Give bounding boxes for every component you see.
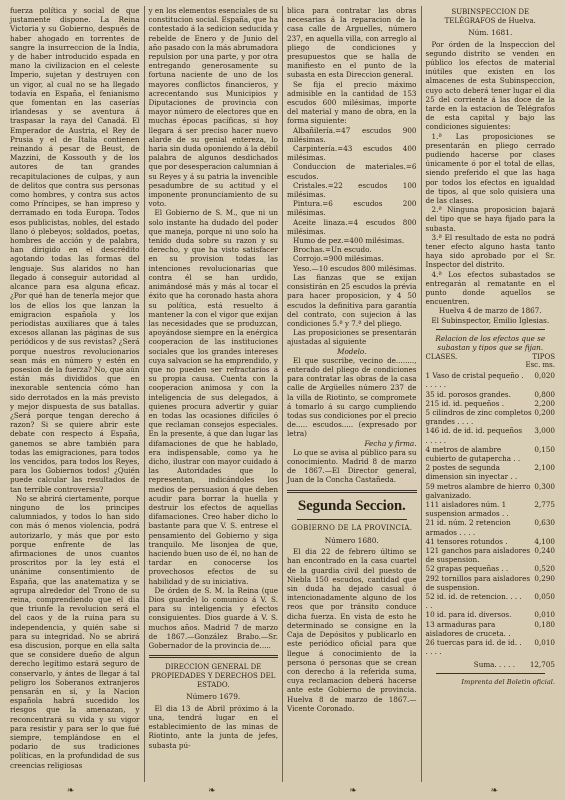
paragraph: blica para contratar las obras necesarias á la reparacion de la casa calle de Arguelles, número 237, en aquella villa, con arreglo al pliego de condiciones y presupuestos que se halla de manifiesto en el punto de la subasta en esta Direccion general.	[287, 6, 417, 80]
notice-number: Núm. 1681.	[468, 28, 513, 37]
column-1	[6, 6, 145, 782]
sign-date: Huelva 4 de marzo de 1867.	[438, 306, 542, 316]
divider	[436, 329, 546, 330]
row-description: 41 tensores rotundos .	[425, 536, 508, 546]
modelo-label: Modelo.	[337, 346, 367, 356]
table-row	[426, 445, 556, 463]
row-description: 292 tornillos para aisladores de suspension.	[425, 573, 531, 592]
row-description: 10 id. para id. diversos.	[425, 610, 512, 620]
row-description: 35 id. porosos grandes.	[425, 389, 511, 399]
ornament-icon: ❧	[66, 786, 75, 796]
tipos-label: TIPOS	[532, 353, 555, 362]
table-row	[426, 500, 556, 518]
paragraph: Las proposiciones se presentarán ajustadas al siguiente	[287, 328, 417, 347]
divider	[149, 655, 279, 658]
footer-ornaments	[0, 785, 565, 797]
list-item: Humo de pez.=400 milésimas.	[293, 236, 405, 246]
table-row	[426, 408, 556, 426]
divider	[436, 673, 546, 674]
row-description: 146 id. de id. id. pequeños . . . . .	[425, 426, 523, 445]
row-description: 52 grapas pequeñas . .	[425, 564, 509, 574]
row-price: 4,100	[534, 536, 555, 546]
row-price: 2,775	[534, 500, 555, 510]
row-price: 0,300	[534, 481, 555, 491]
paragraph: Por órden de la Inspeccion del segundo distrito se venden en público los efectos de material inútiles que existen en los almacenes de esta Subinspeccion, cuyo acto deberá tener lugar el dia 25 del corriente á las doce de la tarde en la estacion de Telégrafos de esta capital y bajo las condiciones siguientes:	[425, 39, 555, 132]
row-description: 4 metros de alambre cubierto de gutapercha . .	[425, 444, 521, 464]
row-price: 3,000	[534, 426, 555, 436]
row-price: 0,240	[534, 546, 555, 556]
esc-label: Esc. ms.	[525, 361, 555, 370]
subinspeccion-heading: SUBINSPECCION DE TELÉGRAFOS de Huelva.	[444, 8, 536, 25]
list-item: Yeso.—10 escudos 800 milésimas.	[293, 263, 417, 273]
column-3	[283, 6, 422, 782]
list-item: Brochas.=Un escudo.	[293, 245, 372, 255]
row-price: 2,200	[534, 398, 555, 408]
row-description: 1 Vaso de cristal pequeño . . . . . .	[425, 371, 524, 390]
list-item: Albañilería.=47 escudos 900 milésimas.	[287, 125, 417, 144]
column-2	[145, 6, 284, 782]
table-row	[426, 592, 556, 610]
table-row	[426, 371, 556, 389]
ornament-icon: ❧	[349, 786, 357, 796]
notice-heading: DIRECCION GENERAL DE PROPIEDADES Y DERECHOS DEL ESTADO.	[151, 663, 276, 690]
row-description: 21 id. núm. 2 retencion armados . . . .	[425, 518, 511, 537]
table-row	[426, 564, 556, 573]
paragraph: De órden de S. M. la Reina (que Dios guarde) lo comunico á V. S. para su inteligencia y efectos consiguientes. Dios guarde á V. S. muchos años. Madrid 7 de marzo de 1867.—González Brabo.—Sr. Gobernador de la provincia de.....	[148, 585, 278, 651]
row-description: 215 id. id. pequeños .	[425, 398, 504, 408]
imprint: Imprenta del Boletin oficial.	[461, 677, 555, 686]
table-row	[426, 610, 556, 619]
list-item: Pintura.=6 escudos 200 milésimas.	[287, 199, 417, 218]
table-row	[426, 537, 556, 546]
section-title: Segunda Seccion.	[297, 497, 406, 514]
table-row	[426, 518, 556, 536]
list-item: Corrojo.=900 milésimas.	[293, 254, 384, 264]
columns	[6, 6, 559, 782]
table-row	[426, 620, 556, 638]
row-description: 59 metros alambre de hierro galvanizado.	[425, 481, 531, 500]
tipos-header	[525, 353, 555, 369]
paragraph: Se fija el precio máximo admisible en la cantidad de 153 escudos 600 milésimas, importe del material y mano de obra, en la forma siguiente:	[287, 79, 417, 126]
paragraph: El dia 13 de Abril próximo á la una, tendrá lugar en el establecimiento de las minas de Riotinto, ante la junta de jefes, subasta pú-	[148, 703, 278, 750]
row-price: 0,290	[534, 573, 555, 583]
paragraph: El dia 22 de febrero último se han encontrado en la casa cuartel de la guardia civil del puesto de Niebla 150 escudos, cantidad que sin duda ha dejado casual ó intencionadamente alguno de los reos que por tránsito conduce dicha fuerza. En vista de esto he determinado se consigne en la Caja de Depósitos y publicarlo en este periódico oficial para que llegue á conocimiento de la persona ó personas que se crean con derecho á la referida suma, cuya reclamacion deberá hacerse ante este Gobierno de provincia. Huelva 8 de marzo de 1867.—Vicente Coronado.	[287, 547, 417, 713]
row-price: 0,010	[534, 638, 555, 648]
row-price: 0,180	[534, 619, 555, 629]
table-row	[426, 399, 556, 408]
list-item: Aceite linaza.=4 escudos 800 milésimas.	[287, 217, 417, 236]
relation-title: Relacion de los efectos que se subastan y tipos que se fijan.	[435, 333, 546, 352]
table-row	[426, 482, 556, 500]
divider	[297, 519, 407, 520]
paragraph: El que suscribe, vecino de........, enterado del pliego de condiciones para contratar las obras de la casa calle de Argüelles número 237 de la villa de Riotinto, se compromete á tomarlo á su cargo cumpliendo todas sus condiciones por el precio de..... escudos..... (expresado por letra)	[287, 355, 417, 439]
condition-item: 3.ª El resultado de esta no podrá tener efecto alguno hasta tanto haya sido aprobado por el Sr. Inspector del distrito.	[425, 232, 555, 270]
row-description: 52 id. id. de retencion. . . . . .	[425, 592, 522, 611]
signature-line: Fecha y firma.	[364, 438, 417, 448]
paragraph: El Gobierno de S. M., que ni un solo instante ha dudado del poder que maneja, porque ni uno solo ha tenido duda sobre su razon y su derecho, y que ha visto satisfacer en su provision todas las intenciones revolucionarias que contra él se han urdido, animándosé más y más al tocar el éxito que ha coronado hasta ahora su política, está resuelto á mantener la con el vigor que exijan las necesidades que se produzcan, apoyándose siempre en la enérgica cooperacion de las instituciones sociales que los grandes intereses cuya salvacion se ha emprendido, y que no pueden ser refractarios á su propia causa. Cuenta con la cooperacion animosa y con la inteligencia de sus delegados, á quienes procura advertir y guiar en todas las ocasiones difíciles ó que reclaman consejos especiales. En la presente, á que dan lugar las difamaciones de que he hablado, era indispensable, como ya he dicho, ilustrar con mayor cuidado á las Autoridades que lo representan, indicándoles los medios de persuasion á que deben acudir para borrar la huella y destruir los efectos de aquellas difamaciones. Creo haber dicho lo bastante para que V. S. entrese el pensamiento del Gobierno y siga tranquilo. Me lisonjea de que, haciendo buen uso de él, no han de tardar en conocerse los provechosos efectos de su habilidad y de su iniciativa.	[148, 208, 279, 586]
paragraph: y en los elementos esenciales de su constitucion social. España, que ha contestado á la sedicion seducida y rebelde de Enero y de Junio del año pasado con la más abrumadora repulsion por una parte, y por otra entregando generosamente su fortuna naciente de uno de los mayores conflictos financieros, y acrecentando sus Municipios y Diputaciones de provincia con mayor número de electores que en muchas épocas pacíficas, si hoy llegara á ser preciso hacer nuevo alarde de su genial entereza, lo haria sin duda oponiendo á la débil palabra de algunos desdichados que por desesperacion calumnian á su Reyes y á su patria la invencible pesadumbre de su actitud y el imponente pronunciamiento de su voto.	[148, 6, 279, 209]
table-row	[426, 390, 556, 399]
notice-number: Número 1680.	[324, 535, 379, 545]
paragraph: No se abrirá ciertamente, porque ninguno de los principes calumniados, y todos lo han sido con más ó menos violencia, podrá autorizarlo, y más que por esto porque enfrente de las afirmaciones de unos cuantos proscritos por la ley está el unánime consentimiento de España, que las anatematiza y se agrupa alrededor del Trono de su reina, comprendiendo que el dia que triunfe la revolucion será el del caos y de la ruina para su independencia, y quién sabe si para su integridad. No se abrirá esa discusion, porque en ella salta que se considere dueño de algun derecho legítimo estará seguro de conservarlo, y ántes de llegar á tal peligro los Soberanos extranjeros pensarán en si, y la Nacion española habrá sucedido los riesgos que la amenazan, y reconcentrará su vida y su vigor para resistir y para ser lo que fué siempre, templándose en el podario de sus tradiciones políticas, en la profundidad de sus creencias religiosas	[10, 493, 140, 770]
table-header	[426, 353, 556, 369]
sign-name: El Subinspector, Emilio Iglesias.	[431, 315, 550, 325]
table-row	[426, 574, 556, 592]
table-row	[426, 638, 556, 656]
row-price: 0,150	[534, 444, 555, 454]
list-item: Carpintería.=43 escudos 400 milésimas.	[287, 144, 417, 163]
suma-label: Suma. . . . .	[473, 659, 515, 669]
table-row	[426, 546, 556, 564]
row-price: 0,010	[534, 610, 555, 620]
paragraph: Lo que se avisa al público para su conocimiento. Madrid 8 de marzo de 1867.—El Director general, Juan de la Concha Castañeda.	[287, 447, 417, 485]
suma-row	[426, 660, 556, 669]
price-table	[426, 371, 556, 656]
row-price: 0,800	[534, 389, 555, 399]
ornament-icon: ❧	[490, 786, 499, 796]
clases-label: CLASES.	[425, 353, 458, 362]
ornament-icon: ❧	[208, 786, 216, 796]
row-price: 0,520	[534, 564, 555, 574]
row-description: 5 cilindros de zinc completos grandes . . . .	[425, 408, 532, 427]
row-price: 0,020	[534, 371, 555, 381]
row-price: 0,200	[534, 408, 555, 418]
list-item: Cristales.=22 escudos 100 milésimas.	[287, 180, 417, 200]
condition-item: 4.ª Los efectos subastados se entregarán al rematante en el punto donde aquellos se encuentren.	[425, 269, 555, 307]
row-description: 13 armaduras para aisladores de cruceta. .	[425, 619, 511, 638]
row-description: 121 ganchos para aisladores de suspension.	[425, 546, 531, 565]
row-price: 0,050	[534, 592, 555, 602]
paragraph: Las fianzas que se exijan consistirán en 25 escudos la prévia para hacer proposicion, y 4 50 escudos la definitiva para garantía del contrato, con sujecion á las condiciones 5.ª y 7.ª del pliego.	[287, 272, 417, 328]
table-row	[426, 463, 556, 481]
row-description: 2 postes de segunda dimension sin inyectar . .	[425, 463, 518, 482]
notice-number: Número 1679.	[186, 692, 241, 702]
divider	[287, 490, 417, 493]
gobierno-heading: GOBIERNO DE LA PROVINCIA.	[291, 523, 413, 532]
row-description: 26 tuercas para id. de id. . . . . .	[425, 638, 522, 657]
row-price: 2,100	[534, 463, 555, 473]
suma-value: 12,705	[529, 659, 555, 669]
table-row	[426, 426, 556, 444]
column-4	[422, 6, 560, 782]
row-price: 0,630	[534, 518, 555, 528]
condition-item: 2.ª Ninguna proposicion bajará del tipo que se haya fijado para la subasta.	[425, 205, 555, 233]
list-item: Conduccion de materiales.=6 escudos.	[287, 162, 417, 181]
row-description: 111 aisladores núm. 1 suspension armados . .	[425, 500, 509, 519]
condition-item: 1.ª Las proposiciones se presentarán en pliego cerrado pudiendo hacerse por clases únicamente ó por el total de ellas, siendo preferido el que las haga por todos los efectos en igualdad de tipos, al que solo quisiera una de las clases.	[425, 131, 555, 205]
paragraph: fuerza política y social de que justamente dispone. La Reina Victoria y su Gobierno, después de haber ahogado en torrentes de sangre la insurreccion de la India, y de haber introducido espada en mano la civilizacion en el celeste Imperio, sujetan y destruyen con un vigor, al cual no se ha llegado todavía en España, el fenianismo que fomentan en las caserías irlandesas y se aventura á traspasar la raya del Canadá. El Emperador de Austria, el Rey de Prusia y el de Italia contienen reinando á pesar de Beust, de Mazzini, de Kossouth y de los autores de tan grandes recapitulaciones de culpas, y aun de delitos que contra sus personas como hombres, y contra sus actos como Príncipes, se han impreso y derramado en toda Europa. Todos esos publicistas, nobles, del estado llano ó plebeyos; soldados, poetas, hombres de acción y de palabra, han dirigido en el descrédito agotando todas las formas del lenguaje. Sus alaridos no han llegado á conseguir autoridad al alcance para esa alguna eficaz. ¿Por qué han de tenerla mejor que los de ellos los que lanzan la emigracion española y los periodistas auxiliares que á tales excesos allanan las páginas de sus periódicos y de sus revistas? ¿Será porque nuestros revolucionarios sean más en número y estén en posesion de la fuerza? No, que aún están más divididos que en inexorable sentencia cómo han sido derrotados en la más previsto y mejor dispuesta de sus batallas. ¿Será porque tengan derecho á razon? Si se quiere abrir este debate con respecto á España, ganemos se abre también para todas las emigraciones, para todos los vencidos, para todos los Reyes, para los Gobiernos todos! ¿Quién puede calcular las resultados de tan terrible controversia?	[10, 6, 140, 494]
